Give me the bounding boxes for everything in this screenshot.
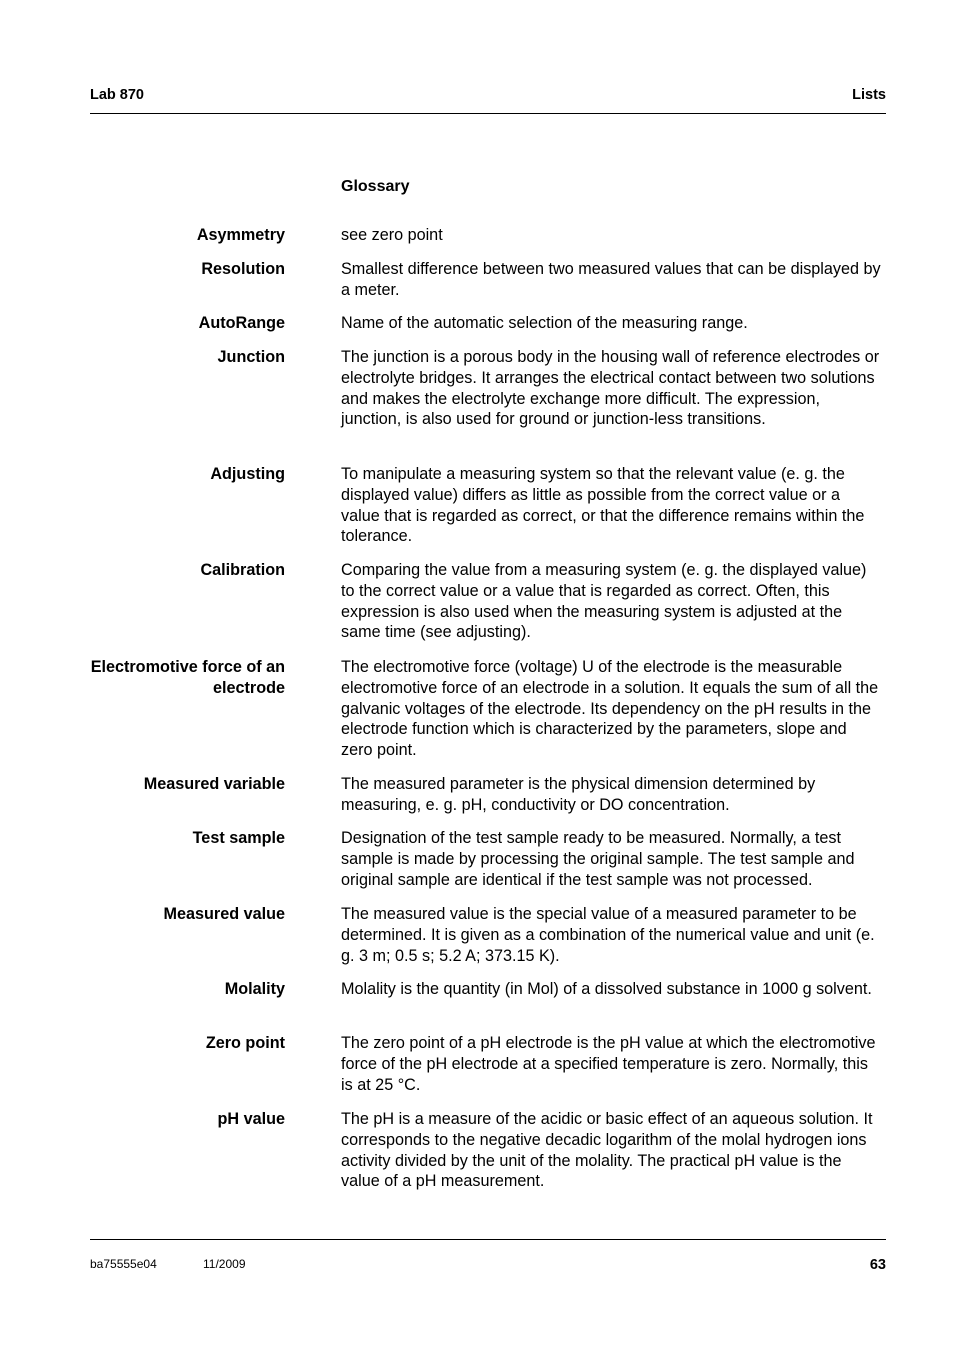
glossary-definition: The electromotive force (voltage) U of the electrode is the measurable electromotive force of an electrode in a solution. It equals the sum of all the galvanic voltages of the electrode. Its dependency on the pH results in the electrode function which is characterized by the parameters, slope and zero point. <box>341 658 879 760</box>
running-header-section: Lists <box>852 87 886 103</box>
glossary-term: pH value <box>217 1110 285 1128</box>
page-number: 63 <box>869 1257 886 1273</box>
glossary-term: Adjusting <box>210 465 285 483</box>
section-title: Glossary <box>341 178 410 195</box>
glossary-definition: Comparing the value from a measuring system (e. g. the displayed value) to the correct value or a value that is regarded as correct. Often, this expression is also used when the measuring system is adjusted at the same time (see adjusting). <box>341 561 867 642</box>
running-header-title: Lab 870 <box>90 87 144 103</box>
glossary-term: AutoRange <box>198 314 285 332</box>
glossary-term: Molality <box>224 980 285 998</box>
document-date: 11/2009 <box>203 1257 246 1271</box>
glossary-definition: The measured parameter is the physical dimension determined by measuring, e. g. pH, conductivity or DO concentration. <box>341 775 816 814</box>
glossary-term: Electromotive force of an electrode <box>90 658 285 697</box>
glossary-definition: Smallest difference between two measured values that can be displayed by a meter. <box>341 260 881 299</box>
glossary-definition: Designation of the test sample ready to be measured. Normally, a test sample is made by processing the original sample. The test sample and original sample are identical if the test sample was not processed. <box>341 829 855 889</box>
glossary-term: Zero point <box>205 1034 285 1052</box>
glossary-term: Resolution <box>201 260 285 278</box>
footer-divider <box>90 1239 886 1240</box>
header-divider <box>90 113 886 114</box>
glossary-term: Measured value <box>163 905 285 923</box>
glossary-term: Calibration <box>200 561 285 579</box>
glossary-term: Junction <box>217 348 285 366</box>
glossary-term: Measured variable <box>143 775 285 793</box>
glossary-term: Asymmetry <box>196 226 285 244</box>
glossary-definition: Name of the automatic selection of the measuring range. <box>341 314 748 332</box>
glossary-definition: The measured value is the special value of a measured parameter to be determined. It is given as a combination of the numerical value and unit (e. g. 3 m; 0.5 s; 5.2 A; 373.15 K). <box>341 905 875 965</box>
glossary-definition: see zero point <box>341 226 443 244</box>
glossary-definition: Molality is the quantity (in Mol) of a dissolved substance in 1000 g solvent. <box>341 980 872 998</box>
glossary-definition: The zero point of a pH electrode is the pH value at which the electromotive force of the pH electrode at a specified temperature is zero. Normally, this is at 25 °C. <box>341 1034 876 1094</box>
glossary-definition: To manipulate a measuring system so that the relevant value (e. g. the displayed value) differs as little as possible from the correct value or a value that is regarded as correct, or that the difference remains within the tolerance. <box>341 465 865 546</box>
glossary-definition: The junction is a porous body in the housing wall of reference electrodes or electrolyte bridges. It arranges the electrical contact between two solutions and makes the electrolyte exchange more difficult. The expression, junction, is also used for ground or junction-less transitions. <box>341 348 880 429</box>
glossary-definition: The pH is a measure of the acidic or basic effect of an aqueous solution. It corresponds to the negative decadic logarithm of the molal hydrogen ions activity divided by the unit of the molality. The practical pH value is the value of a pH measurement. <box>341 1110 873 1191</box>
glossary-term: Test sample <box>192 829 285 847</box>
document-number: ba75555e04 <box>90 1257 157 1271</box>
